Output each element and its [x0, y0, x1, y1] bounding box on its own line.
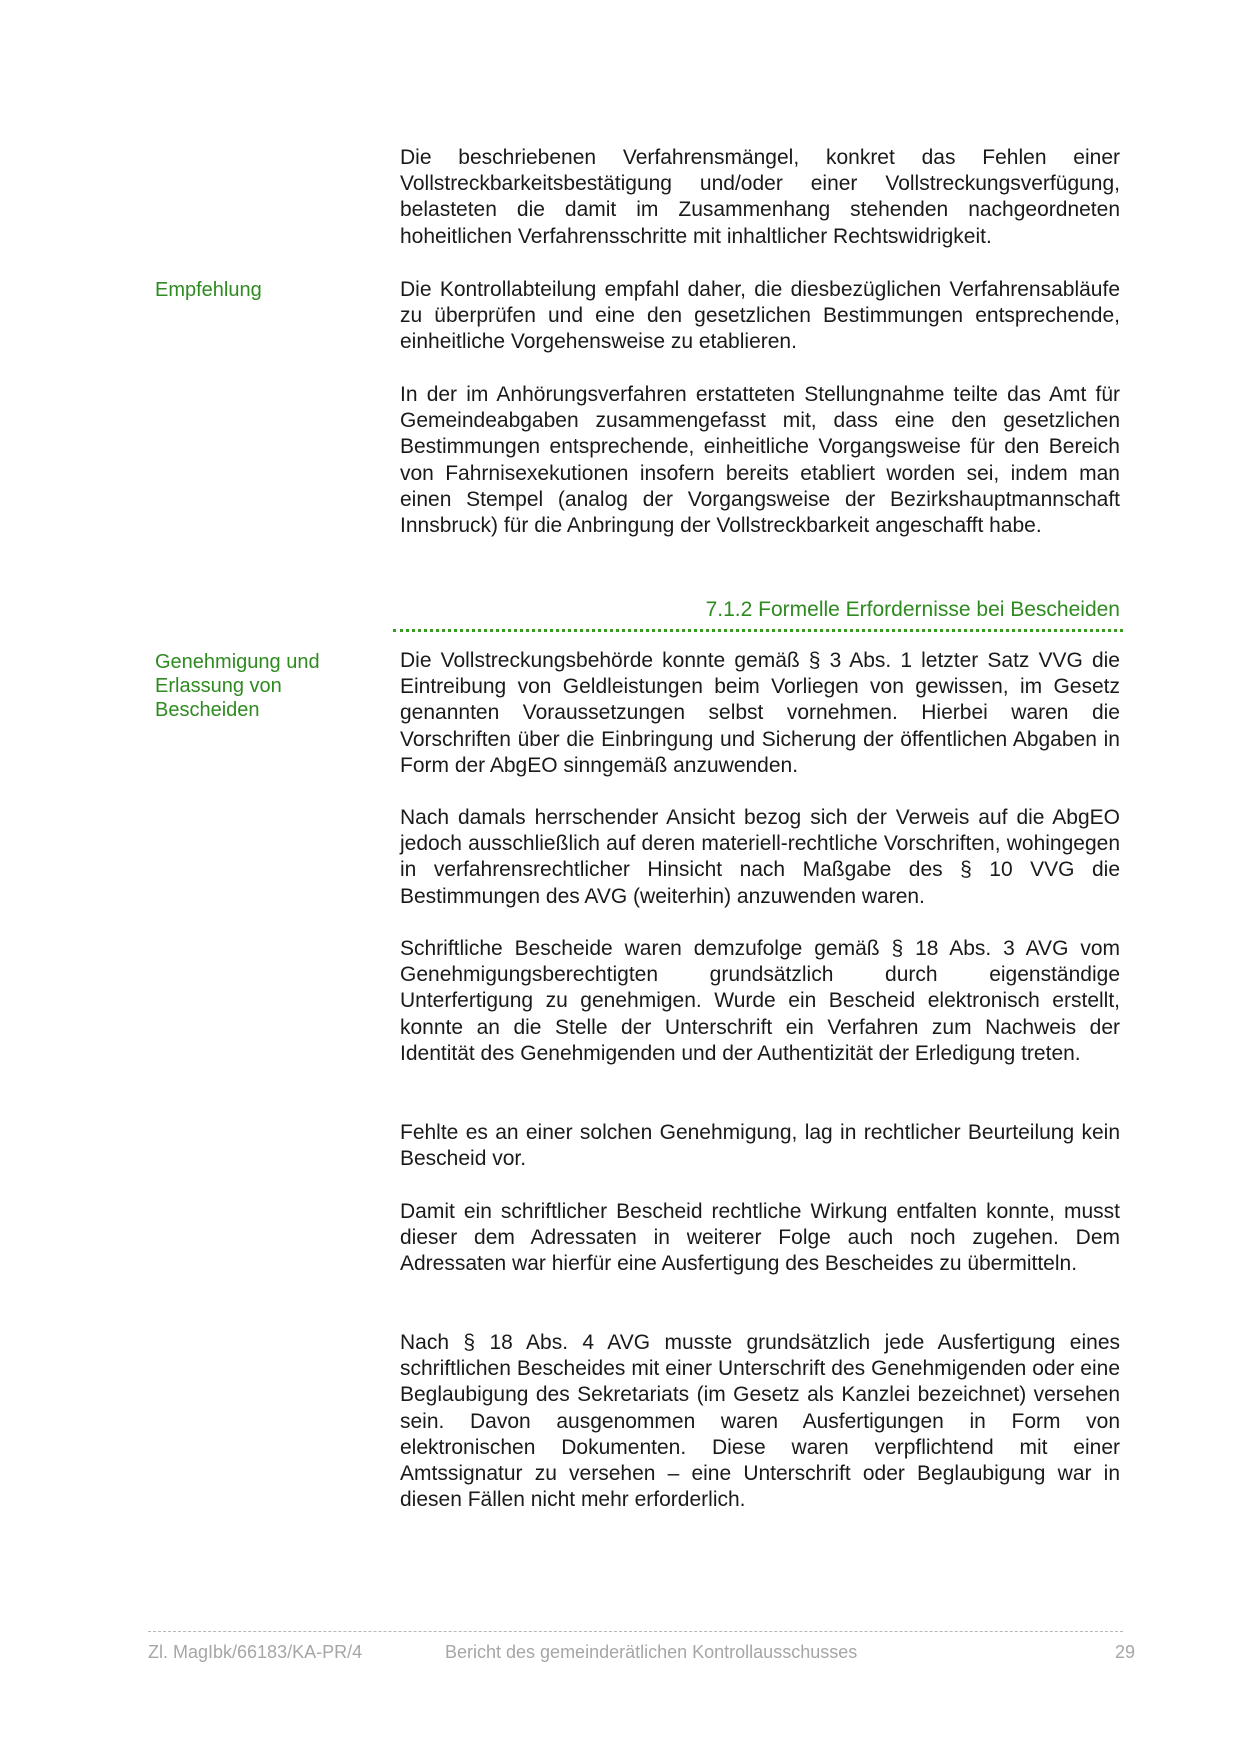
paragraph-ausfertigung: Nach § 18 Abs. 4 AVG musste grundsätzlich jede Ausfertigung eines schriftlichen Bescheides mit einer Unterschrift des Genehmigenden oder eine Beglaubigung des Sekretariats (im Gesetz als Kanzlei bezeichnet) versehen sein. Davon ausgenommen waren Ausfertigungen in Form von elektronischen Dokumenten. Diese waren verpflichtend mit einer Amtssignatur zu versehen – eine Unterschrift oder Beglaubigung war in diesen Fällen nicht mehr erforderlich.	[400, 1331, 1120, 1512]
footer-page-number: 29	[1114, 1642, 1135, 1662]
margin-note-genehmigung-line1: Genehmigung und	[155, 651, 320, 673]
margin-note-genehmigung-line3: Bescheiden	[155, 699, 260, 721]
paragraph-verfahrensmaengel: Die beschriebenen Verfahrensmängel, konkret das Fehlen einer Vollstreckbarkeitsbestätigung und/oder einer Vollstreckungsverfügung, belasteten die damit im Zusammenhang stehenden nachgeordneten hoheitlichen Verfahrensschritte mit inhaltlicher Rechtswidrigkeit.	[400, 146, 1120, 248]
margin-note-empfehlung: Empfehlung	[155, 279, 262, 301]
footer-divider	[148, 1631, 1123, 1632]
section-heading: 7.1.2 Formelle Erfordernisse bei Bescheiden	[705, 598, 1120, 621]
margin-note-genehmigung	[155, 650, 355, 722]
paragraph-abgeo-verweis: Nach damals herrschender Ansicht bezog sich der Verweis auf die AbgEO jedoch ausschließlich auf deren materiell-rechtliche Vorschriften, wohingegen in verfahrensrechtlicher Hinsicht nach Maßgabe des § 10 VVG die Bestimmungen des AVG (weiterhin) anzuwenden waren.	[400, 806, 1120, 908]
footer-report-title: Bericht des gemeinderätlichen Kontrollausschusses	[445, 1642, 858, 1662]
paragraph-empfehlung: Die Kontrollabteilung empfahl daher, die diesbezüglichen Verfahrensabläufe zu überprüfen und eine den gesetzlichen Bestimmungen entsprechende, einheitliche Vorgehensweise zu etablieren.	[400, 278, 1120, 354]
paragraph-schriftliche-bescheide: Schriftliche Bescheide waren demzufolge gemäß § 18 Abs. 3 AVG vom Genehmigungsberechtigten grundsätzlich durch eigenständige Unterfertigung zu genehmigen. Wurde ein Bescheid elektronisch erstellt, konnte an die Stelle der Unterschrift ein Verfahren zum Nachweis der Identität des Genehmigenden und der Authentizität der Erledigung treten.	[400, 937, 1120, 1065]
paragraph-zustellung: Damit ein schriftlicher Bescheid rechtliche Wirkung entfalten konnte, musst dieser dem Adressaten in weiterer Folge auch noch zugehen. Dem Adressaten war hierfür eine Ausfertigung des Bescheides zu übermitteln.	[400, 1200, 1120, 1276]
paragraph-vollstreckungsbehoerde: Die Vollstreckungsbehörde konnte gemäß § 3 Abs. 1 letzter Satz VVG die Eintreibung von Geldleistungen beim Vorliegen von gewissen, im Gesetz genannten Voraussetzungen selbst vornehmen. Hierbei waren die Vorschriften über die Einbringung und Sicherung der öffentlichen Abgaben in Form der AbgEO sinngemäß anzuwenden.	[400, 649, 1120, 777]
margin-note-genehmigung-line2: Erlassung von	[155, 675, 282, 697]
paragraph-stellungnahme: In der im Anhörungsverfahren erstatteten Stellungnahme teilte das Amt für Gemeindeabgaben zusammengefasst mit, dass eine den gesetzlichen Bestimmungen entsprechende, einheitliche Vorgangsweise für den Bereich von Fahrnisexekutionen insofern bereits etabliert worden sei, indem man einen Stempel (analog der Vorgangsweise der Bezirkshauptmannschaft Innsbruck) für die Anbringung der Vollstreckbarkeit angeschafft habe.	[400, 383, 1120, 538]
section-heading-divider	[393, 629, 1123, 632]
footer-reference: Zl. MagIbk/66183/KA-PR/4	[148, 1642, 363, 1662]
paragraph-fehlende-genehmigung: Fehlte es an einer solchen Genehmigung, lag in rechtlicher Beurteilung kein Bescheid vor.	[400, 1121, 1120, 1171]
